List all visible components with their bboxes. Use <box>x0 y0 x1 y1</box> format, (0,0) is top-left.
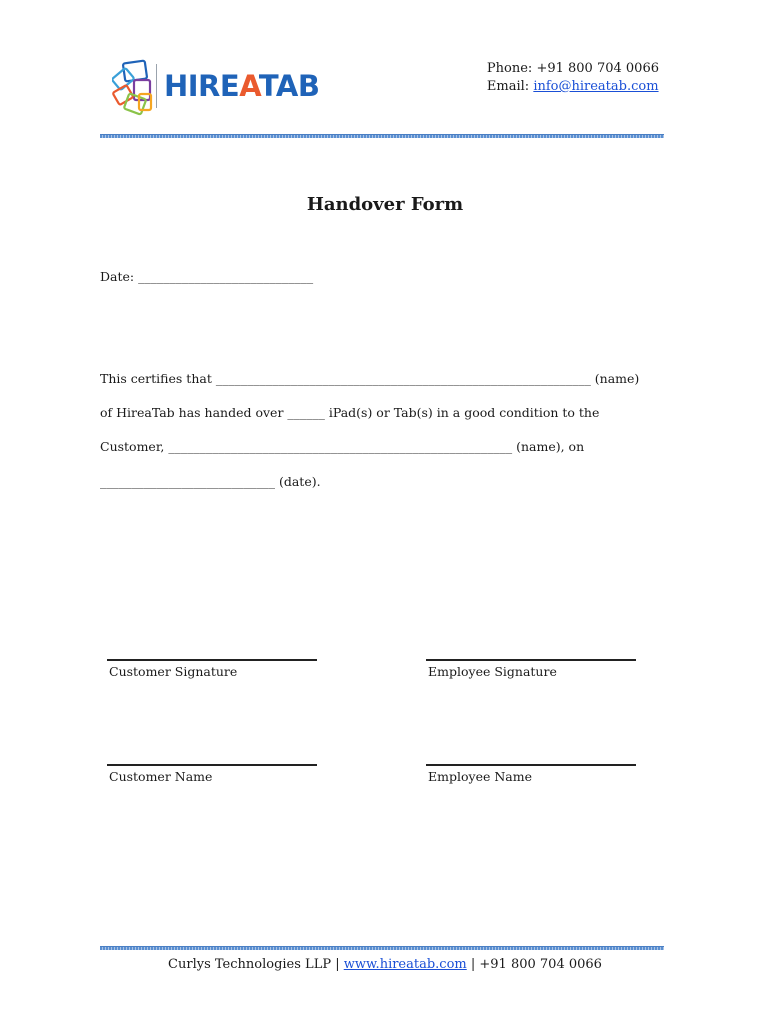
customer-signature-label: Customer Signature <box>109 664 238 679</box>
footer-rule <box>100 946 664 950</box>
certify-line-1: This certifies that ____________________________________________________________ (name) <box>100 371 640 386</box>
customer-signature-block <box>107 659 317 681</box>
signature-line <box>426 764 636 766</box>
header-email-line <box>487 78 659 96</box>
signature-line <box>107 764 317 766</box>
customer-name-block <box>107 764 317 786</box>
employee-signature-block <box>426 659 636 681</box>
header-phone: Phone: +91 800 704 0066 <box>486 61 659 76</box>
certify-line-4: ____________________________ (date). <box>100 474 321 489</box>
certify-line-2: of HireaTab has handed over ______ iPad(s) or Tab(s) in a good condition to the <box>100 405 600 420</box>
header-rule <box>100 134 664 138</box>
footer-website-link[interactable]: www.hireatab.com <box>343 957 467 972</box>
logo-text-a: A <box>239 69 259 103</box>
footer-company: Curlys Technologies LLP | <box>168 957 344 972</box>
header-contact <box>487 60 659 96</box>
footer-phone: | +91 800 704 0066 <box>466 957 602 972</box>
signature-line <box>426 659 636 661</box>
customer-name-label: Customer Name <box>109 769 213 784</box>
logo-divider <box>156 64 157 108</box>
logo-text-hire: HIRE <box>164 69 240 103</box>
logo-wordmark <box>164 70 319 102</box>
employee-signature-label: Employee Signature <box>428 664 557 679</box>
employee-name-label: Employee Name <box>428 769 532 784</box>
certify-line-3: Customer, _______________________________________________________ (name), on <box>100 439 585 454</box>
date-field-line: Date: ____________________________ <box>100 269 314 284</box>
page-title: Handover Form <box>306 194 464 215</box>
employee-name-block <box>426 764 636 786</box>
tablets-logo-icon <box>112 58 154 116</box>
email-label: Email: <box>486 79 534 94</box>
signature-line <box>107 659 317 661</box>
footer <box>0 956 770 974</box>
logo-text-tab: TAB <box>258 69 320 103</box>
hireatab-logo <box>112 58 320 116</box>
email-link[interactable]: info@hireatab.com <box>533 79 659 94</box>
